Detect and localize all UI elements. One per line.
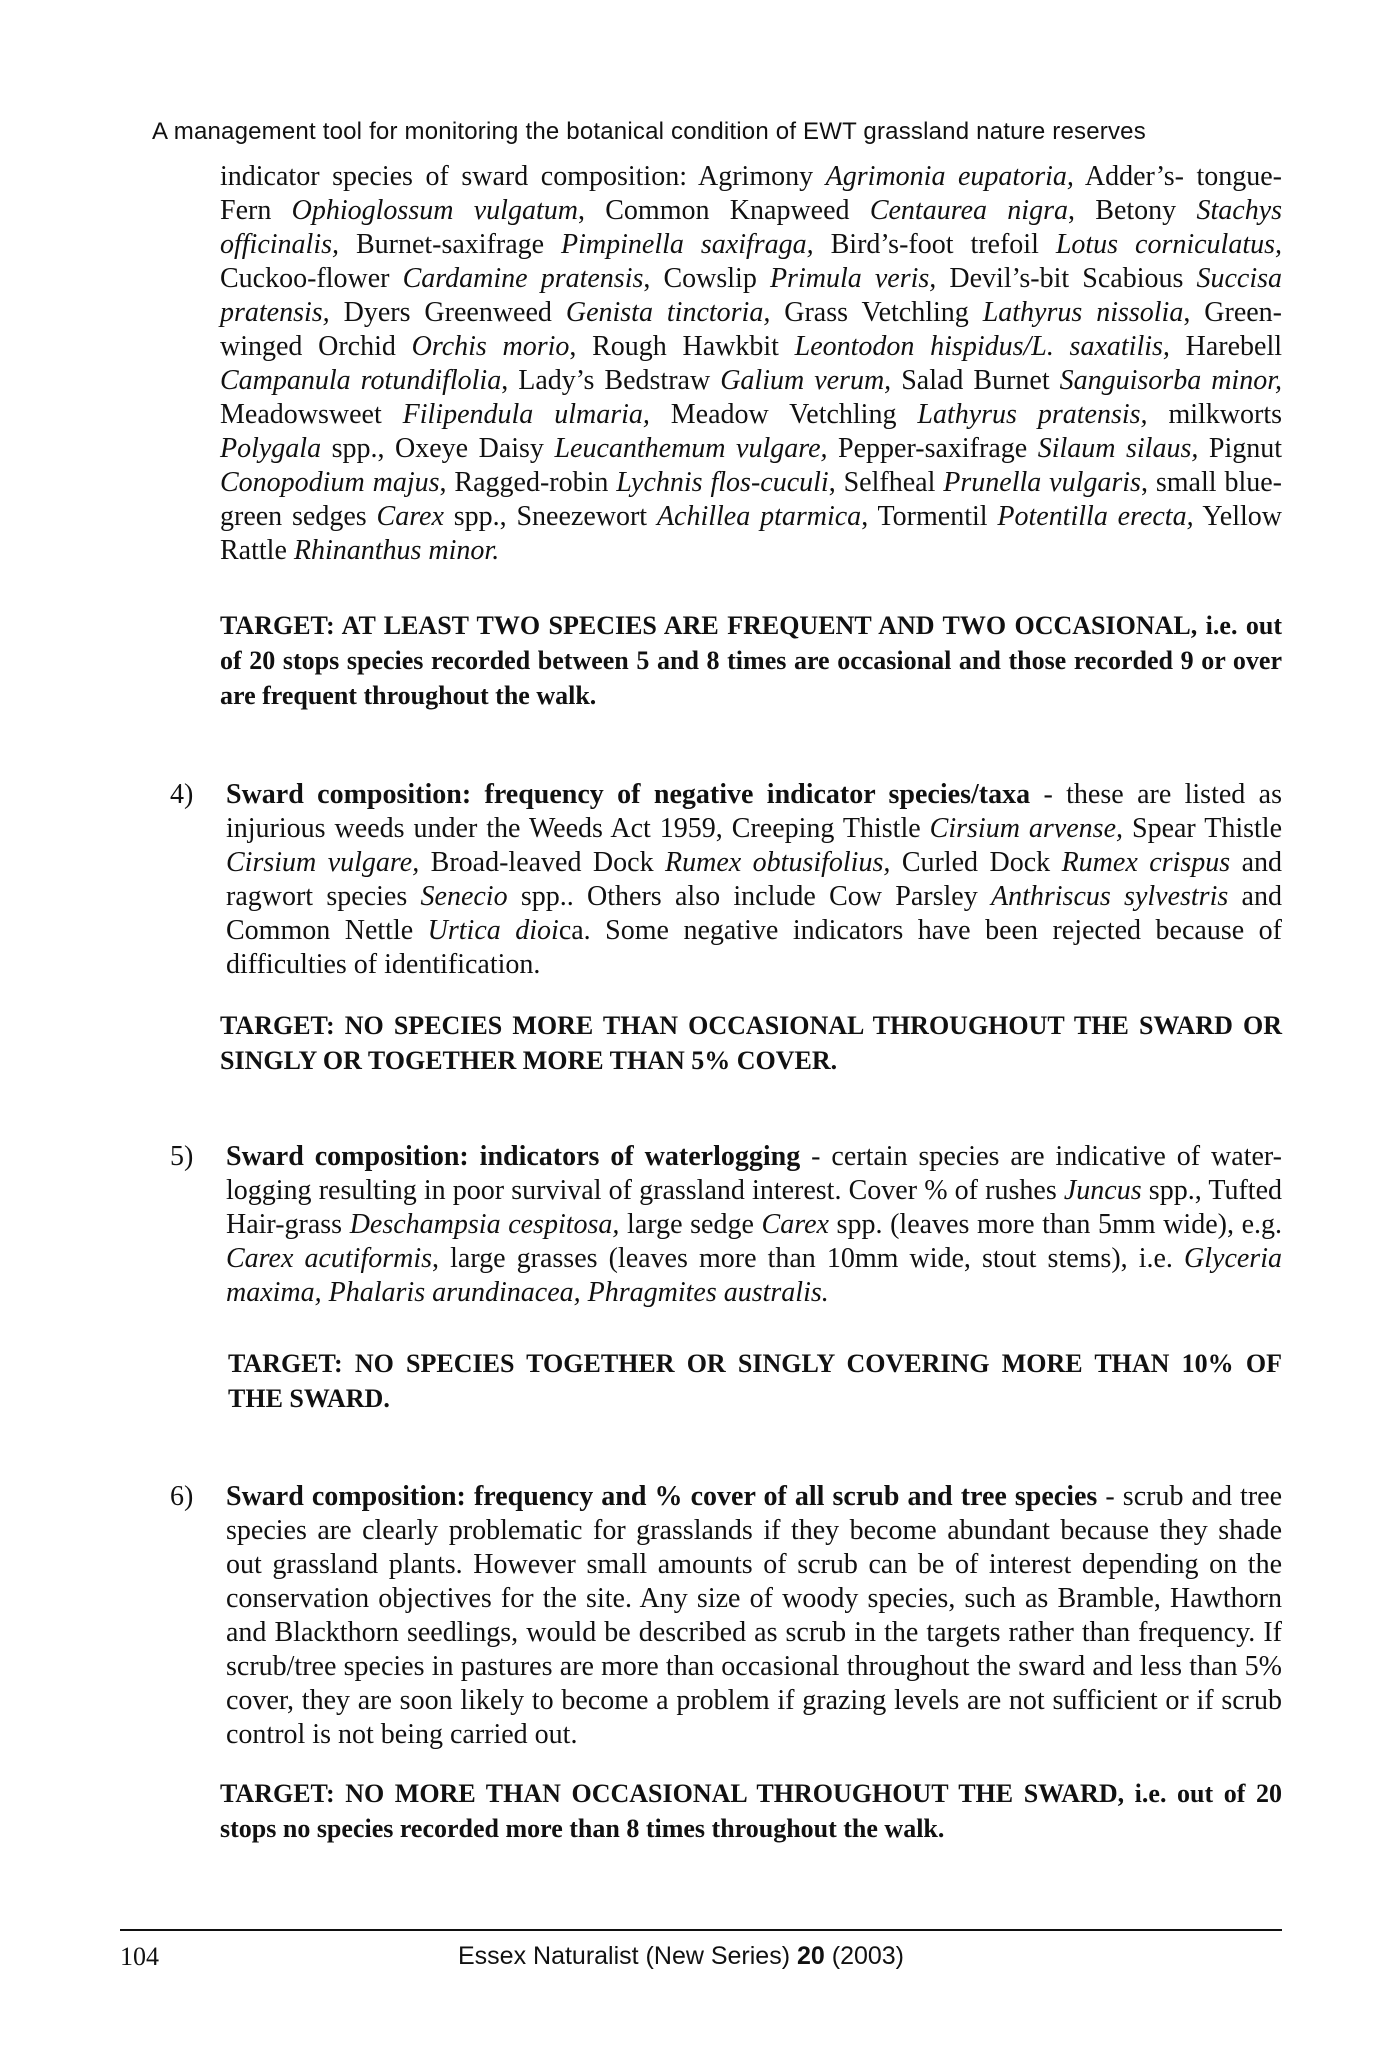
species-name: Silaum silaus, <box>1037 433 1199 464</box>
text-run: Adder’s- tongue-Fern <box>220 161 1282 226</box>
species-name: Anthriscus sylvestris <box>990 881 1229 912</box>
journal-citation <box>458 1942 958 1971</box>
text-run: , large grasses (leaves more than 10mm wide, stout stems), i.e. <box>432 1243 1185 1274</box>
text-run: Dyers Greenweed <box>329 297 566 328</box>
text-run: Yellow Rattle <box>220 501 1283 566</box>
species-name: Lotus corniculatus, <box>1055 229 1282 260</box>
species-name: Rumex crispus <box>1061 847 1231 878</box>
species-name: Prunella vulgaris <box>943 467 1141 498</box>
species-name: Potentilla erecta, <box>997 501 1194 532</box>
text-run: Cuckoo-flower <box>220 263 403 294</box>
text-run: Pignut <box>1198 433 1283 464</box>
text-run: Burnet-saxifrage <box>339 229 562 260</box>
text-run: Meadow Vetchling <box>649 399 918 430</box>
section-4-number: 4) <box>170 779 194 810</box>
section-6-number: 6) <box>170 1481 194 1512</box>
text-run: and Common Nettle <box>226 881 1282 946</box>
species-name: Stachys officinalis, <box>220 195 1283 260</box>
journal-name: Essex Naturalist (New Series) <box>458 1942 797 1970</box>
footer-rule <box>120 1929 1282 1931</box>
section-6-paragraph <box>226 1480 1282 1752</box>
text-run: spp., Sneezewort <box>443 501 657 532</box>
section-heading: Sward composition: indicators of waterlogging <box>226 1141 801 1172</box>
text-run: Meadowsweet <box>220 399 403 430</box>
species-name: Polygala <box>220 433 322 464</box>
text-run: Pepper-saxifrage <box>827 433 1038 464</box>
text-run: , Green-winged Orchid <box>220 297 1283 362</box>
section-6-target: TARGET: NO MORE THAN OCCASIONAL THROUGHOUT THE SWARD, i.e. out of 20 stops no species recorded more than 8 times throughout the walk. <box>220 1779 1282 1843</box>
species-name: Juncus <box>1063 1175 1142 1206</box>
species-name: Ophioglossum vulgatum <box>291 195 578 226</box>
section-heading: Sward composition: frequency and % cover of all scrub and tree species <box>226 1481 1098 1512</box>
text-run: , Tormentil <box>861 501 998 532</box>
species-name: Cardamine pratensis <box>402 263 644 294</box>
section-5-number: 5) <box>170 1141 194 1172</box>
species-name: Orchis morio <box>411 331 570 362</box>
text-run: Harebell <box>1169 331 1283 362</box>
text-run: Devil’s-bit Scabious <box>936 263 1197 294</box>
species-name: Carex acutiformis <box>226 1243 433 1274</box>
species-name: Conopodium majus <box>220 467 440 498</box>
species-name: Leucanthemum vulgare, <box>554 433 828 464</box>
text-run: Grass Vetchling <box>770 297 983 328</box>
section-5-paragraph <box>226 1140 1282 1310</box>
species-name: Urtica dioi <box>427 915 559 946</box>
page-number: 104 <box>120 1942 159 1971</box>
text-run: Salad Burnet <box>891 365 1060 396</box>
species-name: Centaurea nigra <box>869 195 1068 226</box>
text-run: - these are listed as injurious weeds under the Weeds Act 1959, Creeping Thistle <box>226 779 1282 844</box>
text-run: , Common Knapweed <box>577 195 870 226</box>
section-5-target: TARGET: NO SPECIES TOGETHER OR SINGLY COVERING MORE THAN 10% OF THE SWARD. <box>228 1349 1282 1413</box>
text-run: - certain species are indicative of water-logging resulting in poor survival of grassland interest. Cover % of rushes <box>226 1141 1282 1206</box>
species-name: Rumex obtusifolius, <box>665 847 891 878</box>
text-run: indicator species of sward composition: Agrimony <box>220 161 826 192</box>
text-run: milkworts <box>1147 399 1282 430</box>
text-run: Bird’s-foot trefoil <box>813 229 1056 260</box>
species-name: Carex <box>376 501 444 532</box>
section-4-target: TARGET: NO SPECIES MORE THAN OCCASIONAL THROUGHOUT THE SWARD OR SINGLY OR TOGETHER MORE THAN 5% COVER. <box>220 1011 1282 1075</box>
species-name: Agrimonia eupatoria, <box>825 161 1074 192</box>
intro-paragraph <box>220 160 1282 568</box>
running-head: A management tool for monitoring the botanical condition of EWT grassland nature reserves <box>152 118 1146 145</box>
species-name: Lathyrus pratensis, <box>917 399 1148 430</box>
text-run: , Cowslip <box>643 263 770 294</box>
text-run: spp.. Others also include Cow Parsley <box>507 881 991 912</box>
text-run: , Selfheal <box>828 467 944 498</box>
journal-year: (2003) <box>824 1942 905 1970</box>
species-name: Galium verum, <box>720 365 892 396</box>
species-name: Genista tinctoria, <box>565 297 771 328</box>
species-name: Sanguisorba minor, <box>1059 365 1282 396</box>
species-name: Achillea ptarmica <box>656 501 862 532</box>
species-name: Lychnis flos-cuculi <box>616 467 829 498</box>
text-run: ca. Some negative indicators have been rejected because of difficulties of identification. <box>226 915 1282 980</box>
species-name: Succisa pratensis, <box>220 263 1283 328</box>
section-4 <box>170 778 1282 982</box>
text-run: spp., Tufted Hair-grass <box>226 1175 1282 1240</box>
species-name: Leontodon hispidus/L. saxatilis, <box>794 331 1170 362</box>
text-run: , small blue-green sedges <box>220 467 1282 532</box>
text-run: , Lady’s Bedstraw <box>501 365 721 396</box>
text-run: Spear Thistle <box>1123 813 1283 844</box>
section-heading: Sward composition: frequency of negative indicator species/taxa <box>226 779 1031 810</box>
species-name: Glyceria maxima, Phalaris arundinacea, Phragmites australis. <box>226 1243 1282 1308</box>
section-4-paragraph <box>226 778 1282 982</box>
species-name: Campanula rotundiflolia <box>220 365 502 396</box>
text-run: spp., Oxeye Daisy <box>321 433 555 464</box>
species-name: Carex <box>761 1209 829 1240</box>
journal-volume: 20 <box>796 1942 825 1970</box>
species-name: Cirsium arvense, <box>929 813 1123 844</box>
species-name: Senecio <box>420 881 508 912</box>
species-name: Rhinanthus minor. <box>293 535 500 566</box>
text-run: Curled Dock <box>890 847 1062 878</box>
text-run: , Ragged-robin <box>439 467 617 498</box>
section-5 <box>170 1140 1282 1310</box>
text-run: Broad-leaved Dock <box>419 847 666 878</box>
text-run: spp. (leaves more than 5mm wide), e.g. <box>828 1209 1283 1240</box>
species-name: Lathyrus nissolia <box>982 297 1184 328</box>
species-name: Primula veris, <box>769 263 937 294</box>
species-name: Cirsium vulgare, <box>226 847 420 878</box>
species-name: Pimpinella saxifraga, <box>561 229 814 260</box>
species-name: Deschampsia cespitosa, <box>349 1209 620 1240</box>
text-run: - scrub and tree species are clearly problematic for grasslands if they become abundant because they shade out grassland plants. However small amounts of scrub can be of interest depending on the conservation objectives for the site. Any size of woody species, such as Bramble, Hawthorn and Blackthorn seedlings, would be described as scrub in the targets rather than frequency. If scrub/tree species in pastures are more than occasional throughout the sward and less than 5% cover, they are soon likely to become a problem if grazing levels are not sufficient or if scrub control is not being carried out. <box>226 1481 1282 1750</box>
target-1: TARGET: AT LEAST TWO SPECIES ARE FREQUENT AND TWO OCCASIONAL, i.e. out of 20 stops species recorded between 5 and 8 times are occasional and those recorded 9 or over are frequent throughout the walk. <box>220 611 1282 710</box>
section-6 <box>170 1480 1282 1752</box>
text-run: , Rough Hawkbit <box>569 331 795 362</box>
species-name: Filipendula ulmaria, <box>402 399 650 430</box>
text-run: , Betony <box>1067 195 1197 226</box>
text-run: and ragwort species <box>226 847 1282 912</box>
text-run: large sedge <box>619 1209 762 1240</box>
